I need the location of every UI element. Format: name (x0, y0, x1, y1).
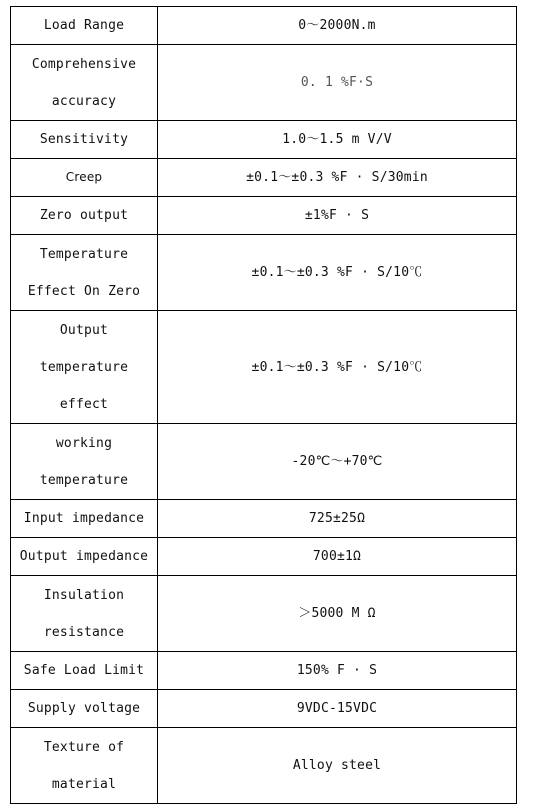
value-input-impedance: 725±25Ω (158, 500, 517, 538)
param-texture-of-material: Texture of material (11, 728, 158, 804)
value-zero-output: ±1%F · S (158, 197, 517, 235)
value-insulation-resistance: ＞5000 M Ω (158, 576, 517, 652)
table-row-insulation-resistance (11, 576, 517, 652)
param-supply-voltage: Supply voltage (11, 690, 158, 728)
param-sensitivity: Sensitivity (11, 121, 158, 159)
value-output-temperature-effect: ±0.1～±0.3 %F · S/10℃ (158, 311, 517, 424)
value-load-range: 0～2000N.m (158, 7, 517, 45)
value-sensitivity: 1.0～1.5 m V/V (158, 121, 517, 159)
param-input-impedance: Input impedance (11, 500, 158, 538)
value-comprehensive-accuracy: 0. 1 %F·S (158, 45, 517, 121)
value-texture-of-material: Alloy steel (158, 728, 517, 804)
param-insulation-resistance: Insulation resistance (11, 576, 158, 652)
value-supply-voltage: 9VDC-15VDC (158, 690, 517, 728)
table-row-comprehensive-accuracy (11, 45, 517, 121)
param-temperature-effect-zero: Temperature Effect On Zero (11, 235, 158, 311)
param-zero-output: Zero output (11, 197, 158, 235)
value-temperature-effect-zero: ±0.1～±0.3 %F · S/10℃ (158, 235, 517, 311)
value-output-impedance: 700±1Ω (158, 538, 517, 576)
value-creep: ±0.1～±0.3 %F · S/30min (158, 159, 517, 197)
param-output-temperature-effect: Output temperature effect (11, 311, 158, 424)
param-comprehensive-accuracy: Comprehensive accuracy (11, 45, 158, 121)
table-row-supply-voltage (11, 690, 517, 728)
table-row-safe-load-limit (11, 652, 517, 690)
param-working-temperature: working temperature (11, 424, 158, 500)
table-row-sensitivity (11, 121, 517, 159)
table-row-creep (11, 159, 517, 197)
table-row-output-impedance (11, 538, 517, 576)
table-row-temperature-effect-zero (11, 235, 517, 311)
param-output-impedance: Output impedance (11, 538, 158, 576)
param-safe-load-limit: Safe Load Limit (11, 652, 158, 690)
table-row-load-range (11, 7, 517, 45)
table-row-input-impedance (11, 500, 517, 538)
value-safe-load-limit: 150% F · S (158, 652, 517, 690)
table-row-output-temperature-effect (11, 311, 517, 424)
param-creep: Creep (11, 159, 158, 197)
value-working-temperature: -20℃～+70℃ (158, 424, 517, 500)
specification-table (10, 6, 517, 804)
table-row-working-temperature (11, 424, 517, 500)
table-row-texture-of-material (11, 728, 517, 804)
param-load-range: Load Range (11, 7, 158, 45)
table-row-zero-output (11, 197, 517, 235)
